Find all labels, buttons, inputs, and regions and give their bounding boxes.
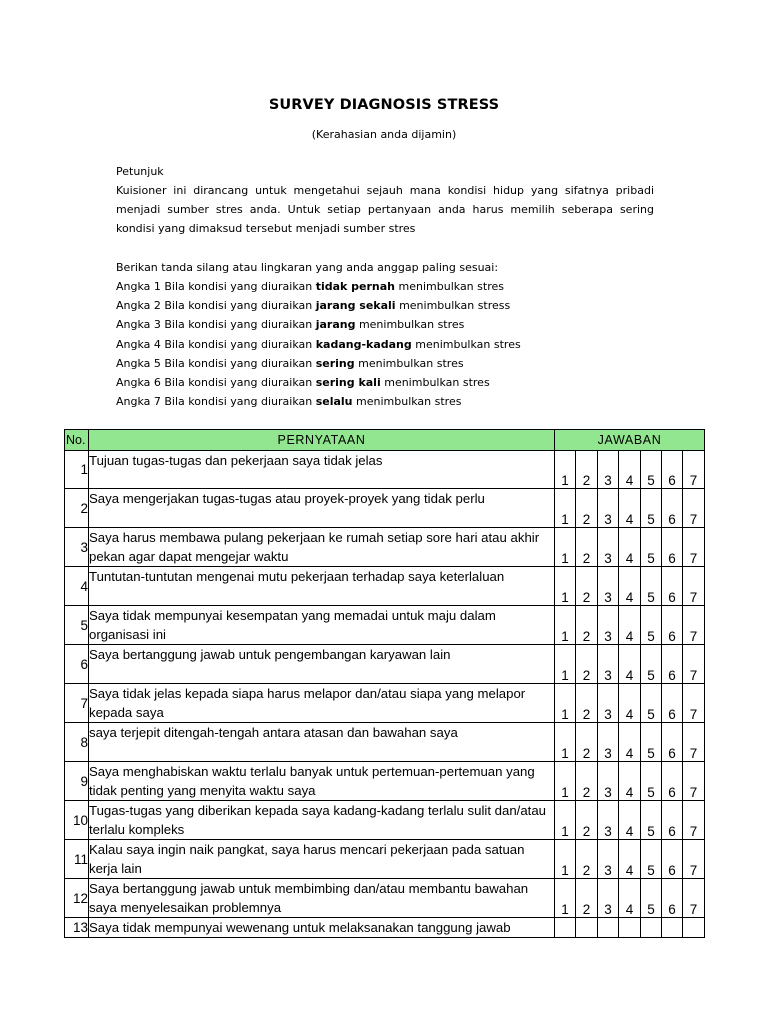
answer-option-6[interactable]: 6 [662,684,683,723]
answer-option-2[interactable]: 2 [576,489,598,528]
answer-option-7[interactable]: 7 [683,528,705,567]
table-row [65,762,705,801]
answer-option-3[interactable]: 3 [598,801,619,840]
row-number: 6 [65,645,89,684]
table-row [65,840,705,879]
row-statement: Saya menghabiskan waktu terlalu banyak untuk pertemuan-pertemuan yang tidak penting yang menyita waktu saya [89,762,555,801]
row-statement: Tuntutan-tuntutan mengenai mutu pekerjaan terhadap saya keterlaluan [89,567,555,606]
scale-item-prefix: Angka 1 Bila kondisi yang diuraikan [116,280,316,293]
table-row [65,918,705,938]
table-row [65,451,705,489]
answer-option-4[interactable] [619,918,641,938]
answer-option-2[interactable]: 2 [576,762,598,801]
answer-option-2[interactable]: 2 [576,606,598,645]
answer-option-3[interactable]: 3 [598,528,619,567]
answer-option-2[interactable]: 2 [576,645,598,684]
row-number: 11 [65,840,89,879]
answer-option-6[interactable]: 6 [662,801,683,840]
answer-option-7[interactable]: 7 [683,762,705,801]
answer-option-3[interactable]: 3 [598,684,619,723]
answer-option-4[interactable]: 4 [619,684,641,723]
row-number: 10 [65,801,89,840]
answer-option-7[interactable]: 7 [683,684,705,723]
answer-option-1[interactable]: 1 [555,840,576,879]
row-number: 9 [65,762,89,801]
answer-option-2[interactable]: 2 [576,723,598,762]
answer-option-1[interactable]: 1 [555,684,576,723]
scale-item-suffix: menimbulkan stres [395,280,504,293]
scale-item-frequency: selalu [315,395,353,409]
answer-option-5[interactable]: 5 [641,684,662,723]
answer-option-3[interactable]: 3 [598,879,619,918]
answer-option-4[interactable]: 4 [619,489,641,528]
answer-option-1[interactable]: 1 [555,606,576,645]
instructions-body: Kuisioner ini dirancang untuk mengetahui sejauh mana kondisi hidup yang sifatnya pribadi menjadi sumber stres anda. Untuk setiap pertanyaan anda harus memilih seberapa sering kondisi yang dimaksud tersebut menjadi sumber stres [116,184,654,236]
answer-option-4[interactable]: 4 [619,645,641,684]
scale-list [116,277,521,411]
answer-option-3[interactable] [598,918,619,938]
row-statement: Saya harus membawa pulang pekerjaan ke rumah setiap sore hari atau akhir pekan agar dapat mengejar waktu [89,528,555,567]
column-header-answer: JAWABAN [555,430,705,451]
column-header-no: No. [65,430,89,451]
row-statement: Saya tidak mempunyai kesempatan yang memadai untuk maju dalam organisasi ini [89,606,555,645]
scale-item [116,354,521,373]
answer-option-4[interactable]: 4 [619,528,641,567]
row-statement: Saya tidak mempunyai wewenang untuk melaksanakan tanggung jawab [89,918,555,938]
row-number: 1 [65,451,89,489]
page-subtitle: (Kerahasian anda dijamin) [311,128,457,141]
scale-item [116,373,521,392]
answer-option-6[interactable]: 6 [662,567,683,606]
answer-option-6[interactable]: 6 [662,451,683,489]
answer-option-5[interactable]: 5 [641,606,662,645]
scale-item-frequency: tidak pernah [315,280,396,293]
scale-item-suffix: menimbulkan stres [380,376,490,390]
answer-option-7[interactable] [683,918,705,938]
answer-option-4[interactable]: 4 [619,801,641,840]
answer-option-3[interactable]: 3 [598,489,619,528]
answer-option-5[interactable]: 5 [641,762,662,801]
answer-option-3[interactable]: 3 [598,567,619,606]
row-number: 4 [65,567,89,606]
answer-option-3[interactable]: 3 [598,606,619,645]
answer-option-5[interactable]: 5 [641,528,662,567]
answer-option-6[interactable]: 6 [662,528,683,567]
scale-item-prefix: Angka 5 Bila kondisi yang diuraikan [116,356,316,370]
page-title: SURVEY DIAGNOSIS STRESS [268,97,500,113]
answer-option-6[interactable]: 6 [662,840,683,879]
answer-option-1[interactable]: 1 [555,645,576,684]
answer-option-7[interactable]: 7 [683,645,705,684]
answer-option-3[interactable]: 3 [598,723,619,762]
answer-option-6[interactable]: 6 [662,879,683,918]
answer-option-2[interactable]: 2 [576,684,598,723]
answer-option-5[interactable]: 5 [641,567,662,606]
table-row [65,567,705,606]
answer-option-3[interactable]: 3 [598,451,619,489]
scale-item [116,392,521,411]
survey-table-body [65,451,705,938]
instructions-label: Petunjuk [116,165,164,178]
answer-option-4[interactable]: 4 [619,451,641,489]
answer-option-7[interactable]: 7 [683,489,705,528]
table-header-row [65,430,705,451]
answer-option-7[interactable]: 7 [683,723,705,762]
row-number: 12 [65,879,89,918]
scale-item-suffix: menimbulkan stres [411,337,521,351]
answer-option-2[interactable] [576,918,598,938]
row-number: 7 [65,684,89,723]
answer-option-2[interactable]: 2 [576,567,598,606]
row-statement: Kalau saya ingin naik pangkat, saya harus mencari pekerjaan pada satuan kerja lain [89,840,555,879]
scale-item [116,296,521,315]
answer-option-5[interactable]: 5 [641,723,662,762]
answer-option-5[interactable] [641,918,662,938]
answer-option-3[interactable]: 3 [598,645,619,684]
answer-option-7[interactable]: 7 [683,879,705,918]
row-number: 5 [65,606,89,645]
scale-item-suffix: menimbulkan stress [395,299,511,313]
row-number: 3 [65,528,89,567]
answer-option-6[interactable]: 6 [662,762,683,801]
table-row [65,723,705,762]
answer-option-4[interactable]: 4 [619,567,641,606]
answer-option-5[interactable]: 5 [641,801,662,840]
answer-option-1[interactable]: 1 [555,451,576,489]
answer-option-6[interactable]: 6 [662,645,683,684]
row-statement: Tujuan tugas-tugas dan pekerjaan saya tidak jelas [89,451,555,489]
row-number: 2 [65,489,89,528]
answer-option-4[interactable]: 4 [619,879,641,918]
scale-item-prefix: Angka 6 Bila kondisi yang diuraikan [116,376,316,390]
table-row [65,528,705,567]
table-row [65,489,705,528]
answer-option-3[interactable]: 3 [598,762,619,801]
scale-item-prefix: Angka 4 Bila kondisi yang diuraikan [116,337,316,351]
row-statement: Saya bertanggung jawab untuk membimbing dan/atau membantu bawahan saya menyelesaikan problemnya [89,879,555,918]
scale-item-suffix: menimbulkan stres [352,395,462,409]
answer-option-4[interactable]: 4 [619,723,641,762]
answer-option-1[interactable]: 1 [555,723,576,762]
answer-option-7[interactable]: 7 [683,840,705,879]
answer-option-1[interactable]: 1 [555,879,576,918]
row-number: 13 [65,918,89,938]
answer-option-7[interactable]: 7 [683,567,705,606]
row-statement: saya terjepit ditengah-tengah antara atasan dan bawahan saya [89,723,555,762]
scale-item-frequency: sering kali [315,376,381,390]
answer-option-1[interactable]: 1 [555,528,576,567]
answer-option-6[interactable] [662,918,683,938]
answer-option-5[interactable]: 5 [641,489,662,528]
answer-option-2[interactable]: 2 [576,840,598,879]
scale-item-frequency: kadang-kadang [315,337,412,351]
answer-option-4[interactable]: 4 [619,762,641,801]
answer-option-2[interactable]: 2 [576,451,598,489]
table-row [65,879,705,918]
answer-option-1[interactable]: 1 [555,801,576,840]
answer-option-4[interactable]: 4 [619,840,641,879]
row-number: 8 [65,723,89,762]
column-header-statement: PERNYATAAN [89,430,555,451]
row-statement: Tugas-tugas yang diberikan kepada saya kadang-kadang terlalu sulit dan/atau terlalu kompleks [89,801,555,840]
scale-item-suffix: menimbulkan stres [354,356,464,370]
scale-heading: Berikan tanda silang atau lingkaran yang anda anggap paling sesuai: [116,261,499,274]
answer-option-6[interactable]: 6 [662,606,683,645]
answer-option-7[interactable]: 7 [683,451,705,489]
scale-item-prefix: Angka 3 Bila kondisi yang diuraikan [116,318,316,332]
scale-item-prefix: Angka 7 Bila kondisi yang diuraikan [116,395,316,409]
answer-option-2[interactable]: 2 [576,528,598,567]
scale-item [116,315,521,334]
answer-option-7[interactable]: 7 [683,801,705,840]
row-statement: Saya tidak jelas kepada siapa harus melapor dan/atau siapa yang melapor kepada saya [89,684,555,723]
answer-option-5[interactable]: 5 [641,879,662,918]
scale-item-frequency: jarang sekali [315,299,396,313]
row-statement: Saya bertanggung jawab untuk pengembangan karyawan lain [89,645,555,684]
answer-option-2[interactable]: 2 [576,801,598,840]
scale-item [116,277,521,296]
answer-option-1[interactable] [555,918,576,938]
answer-option-5[interactable]: 5 [641,840,662,879]
answer-option-1[interactable]: 1 [555,762,576,801]
scale-item-suffix: menimbulkan stres [355,318,465,332]
answer-option-1[interactable]: 1 [555,489,576,528]
answer-option-5[interactable]: 5 [641,451,662,489]
scale-item-prefix: Angka 2 Bila kondisi yang diuraikan [116,299,316,313]
answer-option-3[interactable]: 3 [598,840,619,879]
table-row [65,801,705,840]
answer-option-2[interactable]: 2 [576,879,598,918]
table-row [65,606,705,645]
answer-option-4[interactable]: 4 [619,606,641,645]
answer-option-1[interactable]: 1 [555,567,576,606]
scale-item [116,335,521,354]
table-row [65,684,705,723]
answer-option-6[interactable]: 6 [662,489,683,528]
survey-table [64,429,705,938]
answer-option-6[interactable]: 6 [662,723,683,762]
row-statement: Saya mengerjakan tugas-tugas atau proyek-proyek yang tidak perlu [89,489,555,528]
answer-option-5[interactable]: 5 [641,645,662,684]
answer-option-7[interactable]: 7 [683,606,705,645]
scale-item-frequency: sering [315,356,355,370]
table-row [65,645,705,684]
scale-item-frequency: jarang [315,318,356,332]
